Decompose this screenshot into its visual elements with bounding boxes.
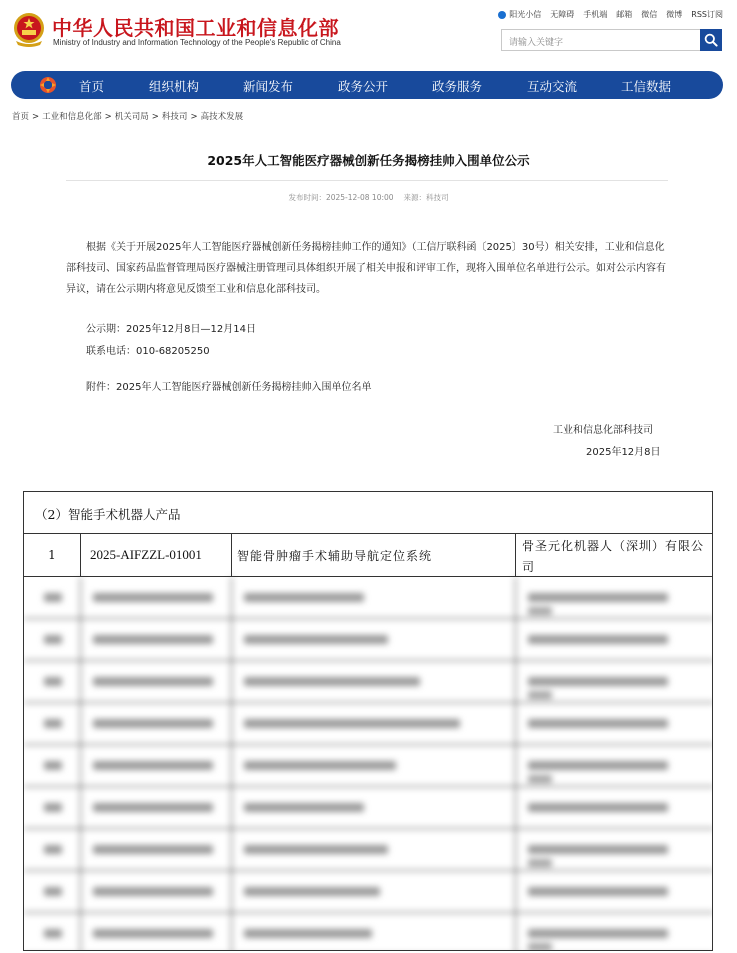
obscured-text	[244, 635, 388, 644]
site-header	[0, 0, 737, 70]
article-source: 来源：科技司	[403, 193, 449, 202]
obscured-text	[528, 929, 668, 938]
obscured-text	[528, 719, 668, 728]
obscured-text	[44, 803, 62, 812]
obscured-text	[44, 719, 62, 728]
nav-item-organization[interactable]: 组织机构	[149, 79, 200, 94]
article-body: 根据《关于开展2025年人工智能医疗器械创新任务揭榜挂帅工作的通知》（工信厅联科函〔2025〕30号）相关安排，工业和信息化部科技司、国家药品监督管理局医疗器械注册管理司具体组织开展了相关申报和评审工作，现将入围单位名单进行公示。如对公示内容有异议，请在公示期内将意见反馈至工业和信息化部科技司。	[66, 242, 666, 295]
obscured-text	[528, 803, 668, 812]
obscured-text	[244, 593, 364, 602]
nav-item-home[interactable]: 首页	[79, 79, 105, 94]
breadcrumb-separator: >	[190, 112, 198, 122]
nav-item-data[interactable]: 工信数据	[621, 79, 672, 94]
obscured-text	[244, 929, 372, 938]
obscured-text	[93, 803, 213, 812]
breadcrumb-departments[interactable]: 机关司局	[114, 112, 149, 122]
main-nav	[11, 71, 723, 99]
table-row-obscured	[24, 787, 713, 829]
quick-link-sunshine[interactable]: 阳光小信	[498, 9, 541, 20]
obscured-text	[244, 761, 396, 770]
obscured-text	[244, 845, 388, 854]
quick-link-weibo[interactable]: 微博	[666, 10, 683, 19]
table-row-obscured	[24, 745, 713, 787]
breadcrumb-separator: >	[32, 112, 40, 122]
row-number: 1	[24, 534, 81, 576]
quick-link-wechat[interactable]: 微信	[641, 10, 658, 19]
table-row-obscured	[24, 703, 713, 745]
row-code: 2025-AIFZZL-01001	[81, 534, 232, 576]
obscured-text	[528, 593, 668, 602]
obscured-text	[528, 845, 668, 854]
obscured-text	[244, 677, 420, 686]
obscured-text	[44, 677, 62, 686]
national-emblem-icon	[12, 11, 46, 47]
site-subtitle: Ministry of Industry and Information Technology of the People's Republic of China	[53, 38, 341, 47]
obscured-text	[528, 677, 668, 686]
signature-date: 2025年12月8日	[586, 447, 661, 458]
nav-item-government-affairs[interactable]: 政务公开	[338, 79, 389, 94]
quick-link-accessibility[interactable]: 无障碍	[550, 10, 575, 19]
table-row-obscured	[24, 661, 713, 703]
miit-logo-icon[interactable]	[38, 75, 58, 95]
table-row-obscured	[24, 871, 713, 913]
obscured-text	[93, 677, 213, 686]
obscured-text	[93, 593, 213, 602]
publish-time: 发布时间：2025-12-08 10:00	[288, 193, 394, 202]
obscured-text	[528, 943, 552, 951]
nav-item-services[interactable]: 政务服务	[432, 79, 483, 94]
nav-item-news[interactable]: 新闻发布	[243, 79, 294, 94]
search-box	[501, 29, 701, 51]
candidate-table	[23, 491, 713, 951]
search-icon	[704, 33, 718, 47]
breadcrumb	[12, 110, 243, 122]
article-title: 2025年人工智能医疗器械创新任务揭榜挂帅入围单位公示	[207, 153, 530, 168]
title-divider	[66, 180, 668, 181]
nav-item-interaction[interactable]: 互动交流	[527, 79, 578, 94]
table-row-obscured	[24, 577, 713, 619]
obscured-text	[528, 635, 668, 644]
obscured-text	[244, 887, 380, 896]
obscured-text	[93, 635, 213, 644]
table-row	[24, 534, 713, 577]
table-heading-text: （2）智能手术机器人产品	[35, 507, 181, 522]
obscured-text	[244, 719, 460, 728]
quick-link-mail[interactable]: 邮箱	[616, 10, 633, 19]
breadcrumb-separator: >	[151, 112, 159, 122]
search-button[interactable]	[700, 29, 722, 51]
obscured-text	[528, 761, 668, 770]
publicity-period: 公示期：2025年12月8日—12月14日	[86, 324, 256, 335]
obscured-text	[44, 761, 62, 770]
obscured-text	[44, 845, 62, 854]
quick-link-rss[interactable]: RSS订阅	[691, 10, 723, 19]
obscured-text	[528, 691, 552, 699]
obscured-text	[93, 761, 213, 770]
site-title[interactable]: 中华人民共和国工业和信息化部	[52, 16, 339, 40]
obscured-text	[528, 859, 552, 867]
table-row-obscured	[24, 619, 713, 661]
sunshine-icon	[498, 11, 506, 19]
row-product-name: 智能骨肿瘤手术辅助导航定位系统	[232, 534, 516, 576]
obscured-text	[528, 775, 552, 783]
obscured-text	[44, 887, 62, 896]
row-organization: 骨圣元化机器人（深圳）有限公司	[522, 539, 705, 574]
signature-org: 工业和信息化部科技司	[553, 425, 653, 436]
contact-phone: 联系电话：010-68205250	[86, 346, 210, 357]
obscured-text	[528, 887, 668, 896]
quick-links	[498, 9, 723, 20]
breadcrumb-home[interactable]: 首页	[12, 112, 30, 122]
quick-link-mobile[interactable]: 手机端	[583, 10, 608, 19]
breadcrumb-tech-dept[interactable]: 科技司	[161, 112, 188, 122]
obscured-text	[93, 845, 213, 854]
obscured-text	[244, 803, 364, 812]
table-row-obscured	[24, 829, 713, 871]
obscured-text	[93, 719, 213, 728]
table-row-obscured	[24, 913, 713, 951]
obscured-text	[44, 635, 62, 644]
attachment-link[interactable]: 附件：2025年人工智能医疗器械创新任务揭榜挂帅入围单位名单	[86, 382, 372, 393]
obscured-text	[44, 929, 62, 938]
obscured-text	[44, 593, 62, 602]
obscured-text	[93, 929, 213, 938]
breadcrumb-ministry[interactable]: 工业和信息化部	[42, 112, 102, 122]
article-meta	[0, 192, 737, 203]
breadcrumb-current[interactable]: 高技术发展	[200, 112, 244, 122]
obscured-text	[528, 607, 552, 615]
search-input[interactable]	[502, 33, 700, 53]
obscured-text	[93, 887, 213, 896]
table-heading	[24, 492, 713, 534]
breadcrumb-separator: >	[104, 112, 112, 122]
